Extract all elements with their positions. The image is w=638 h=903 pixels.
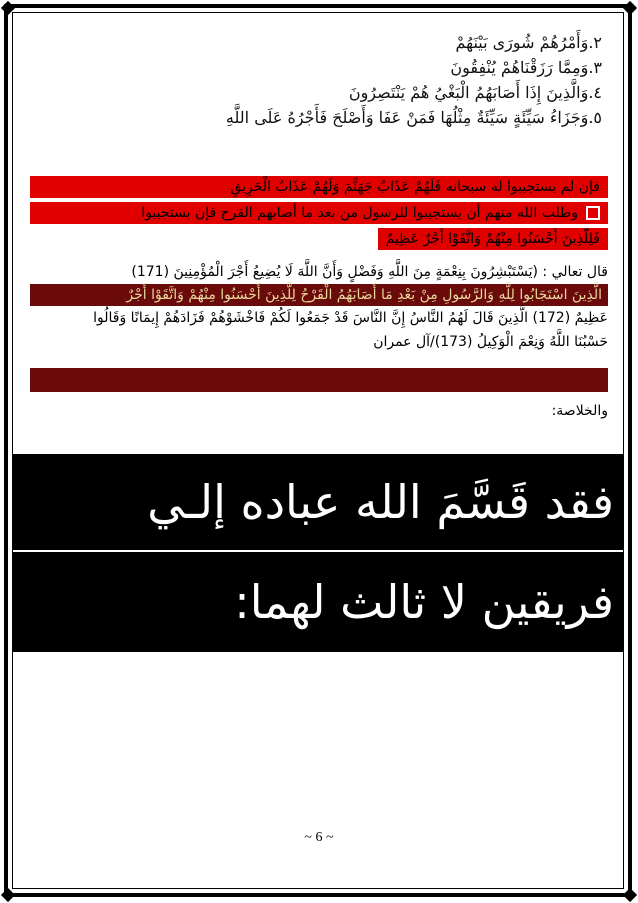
highlight-line-2 (30, 202, 608, 224)
verse-171: قال تعالي : (يَسْتَبْشِرُونَ بِنِعْمَةٍ مِنَ اللَّهِ وَفَضْلٍ وَأَنَّ اللَّهَ لَا يُضِيعُ أَجْرَ الْمُؤْمِنِينَ (171) (131, 264, 608, 280)
highlight-line-2-text: وطلب الله منهم أن يستجيبوا للرسول من بعد ما أصابهم القرح فإن يستجيبوا (141, 205, 578, 221)
conclusion-box-line-2: فريقين لا ثالث لهما: (12, 552, 624, 652)
checkbox-bullet-icon (586, 206, 600, 220)
numbered-line-2: ٢.وَأَمْرُهُمْ شُورَى بَيْنَهُمْ (455, 33, 602, 52)
highlight-line-3: فَلِلَّذِينَ أَحْسَنُوا مِنْهُمْ وَاتَّقَوْا أَجْرٌ عَظِيمٌ (378, 228, 608, 250)
numbered-line-5: ٥.وَجَزَاءُ سَيِّئَةٍ سَيِّئَةٌ مِثْلُهَا فَمَنْ عَفَا وَأَصْلَحَ فَأَجْرُهُ عَلَى اللَّهِ (225, 108, 602, 127)
conclusion-box-line-1: فقد قَسَّمَ الله عباده إلـي (12, 454, 624, 550)
verse-172-highlight: الَّذِينَ اسْتَجَابُوا لِلَّهِ وَالرَّسُولِ مِنْ بَعْدِ مَا أَصَابَهُمُ الْقَرْحُ لِلَّذِينَ أَحْسَنُوا مِنْهُمْ وَاتَّقَوْا أَجْرٌ (30, 284, 608, 306)
numbered-line-4: ٤.وَالَّذِينَ إِذَا أَصَابَهُمُ الْبَغْيُ هُمْ يَنْتَصِرُونَ (348, 83, 602, 102)
maroon-divider-bar (30, 368, 608, 392)
verse-173: حَسْبُنَا اللَّهُ وَنِعْمَ الْوَكِيلُ (173)/آل عمران (373, 334, 608, 350)
page-number: ~ 6 ~ (304, 830, 334, 845)
highlight-line-1: فإن لم يستجيبوا له سبحانه فَلَهُمْ عَذَابُ جَهَنَّمَ وَلَهُمْ عَذَابُ الْحَرِيقِ (30, 176, 608, 198)
verse-172: عَظِيمٌ (172) الَّذِينَ قَالَ لَهُمُ النَّاسُ إِنَّ النَّاسَ قَدْ جَمَعُوا لَكُمْ فَاخْشَوْهُمْ فَزَادَهُمْ إِيمَانًا وَقَالُوا (93, 310, 608, 326)
summary-label: والخلاصة: (551, 403, 608, 419)
document-body (30, 30, 608, 422)
numbered-line-3: ٣.وَمِمَّا رَزَقْنَاهُمْ يُنْفِقُونَ (450, 58, 602, 77)
